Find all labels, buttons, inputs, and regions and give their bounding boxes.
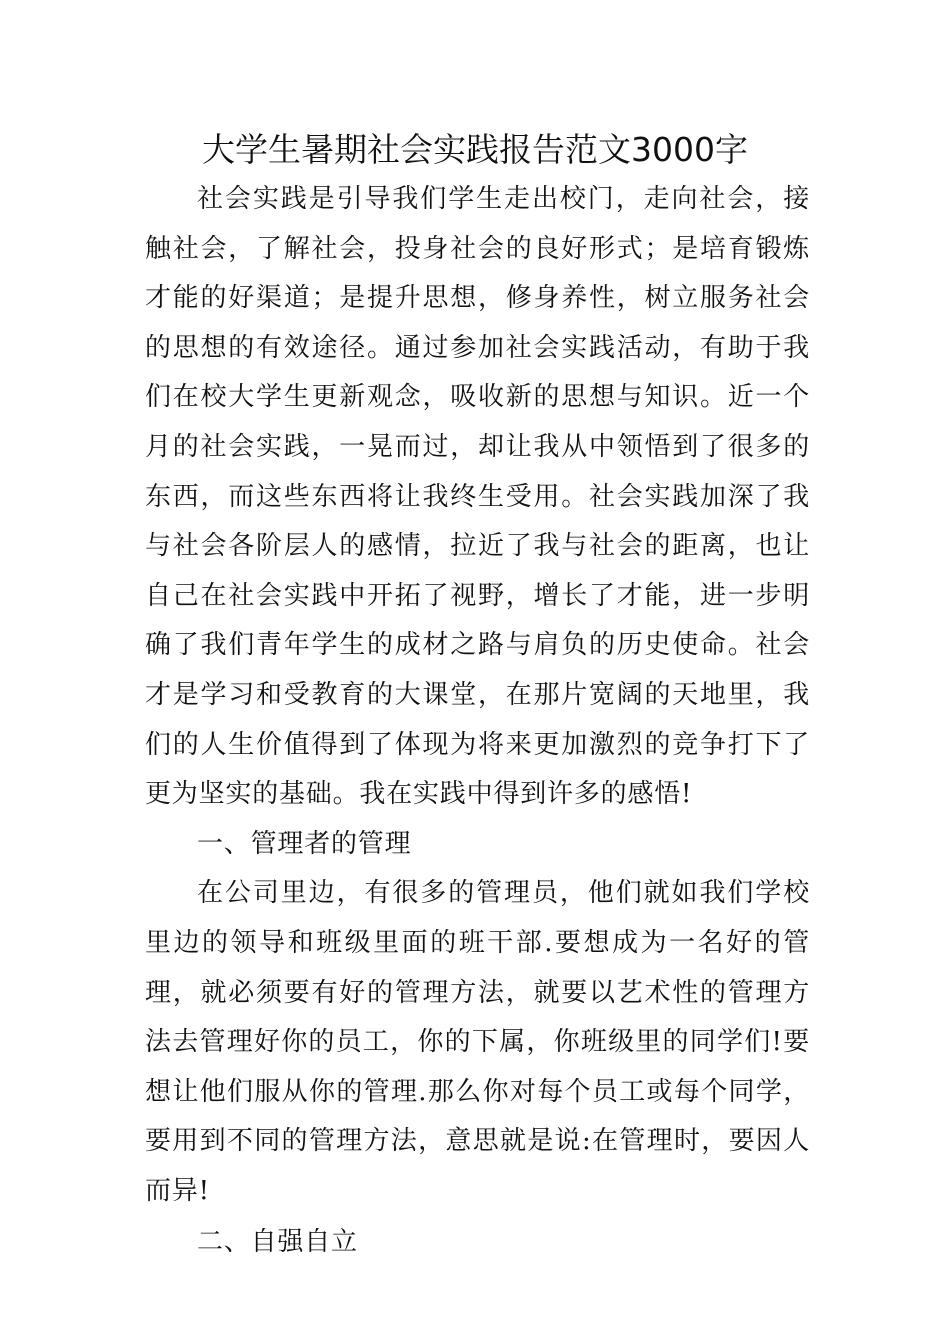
document-title: 大学生暑期社会实践报告范文3000字 xyxy=(202,130,748,169)
section-heading-self-reliance: 二、自强自立 xyxy=(197,1227,358,1258)
section-heading-management: 一、管理者的管理 xyxy=(197,828,412,859)
document-body xyxy=(145,175,810,1268)
section-paragraph-management: 在公司里边，有很多的管理员，他们就如我们学校里边的领导和班级里面的班干部.要想成为一名好的管理，就必须要有好的管理方法，就要以艺术性的管理方法去管理好你的员工，你的下属，你班级里的同学们!要想让他们服从你的管理.那么你对每个员工或每个同学，要用到不同的管理方法，意思就是说:在管理时，要因人而异! xyxy=(145,878,810,1206)
intro-paragraph: 社会实践是引导我们学生走出校门，走向社会，接触社会，了解社会，投身社会的良好形式；是培育锻炼才能的好渠道；是提升思想，修身养性，树立服务社会的思想的有效途径。通过参加社会实践活动，有助于我们在校大学生更新观念，吸收新的思想与知识。近一个月的社会实践，一晃而过，却让我从中领悟到了很多的东西，而这些东西将让我终生受用。社会实践加深了我与社会各阶层人的感情，拉近了我与社会的距离，也让自己在社会实践中开拓了视野，增长了才能，进一步明确了我们青年学生的成材之路与肩负的历史使命。社会才是学习和受教育的大课堂，在那片宽阔的天地里，我们的人生价值得到了体现为将来更加激烈的竞争打下了更为坚实的基础。我在实践中得到许多的感悟! xyxy=(145,184,810,810)
